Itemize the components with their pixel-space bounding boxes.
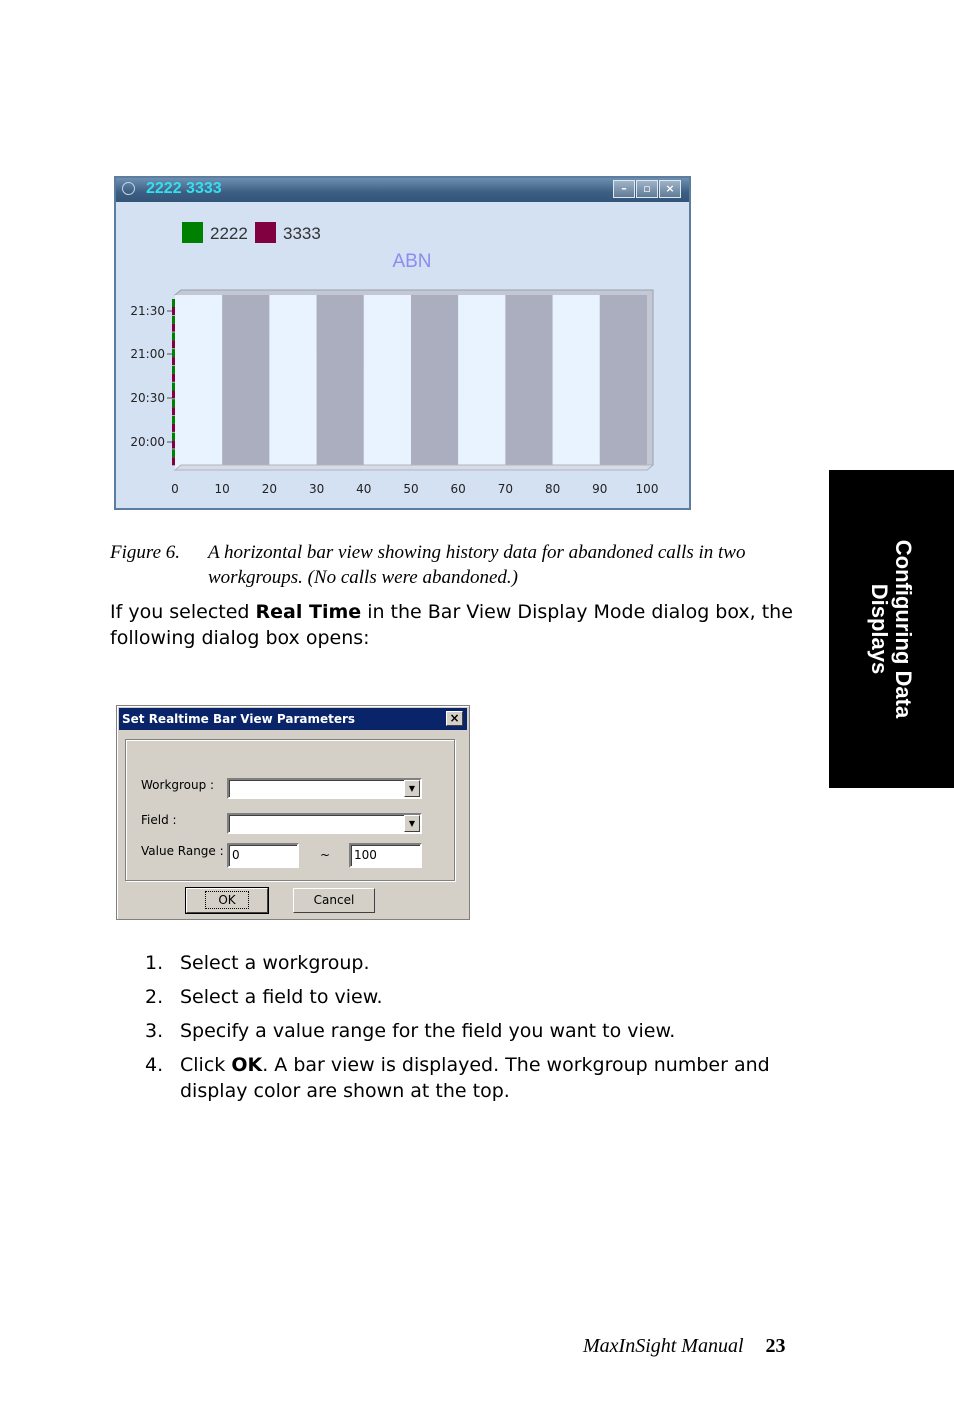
- step-text-before: Click: [180, 1054, 232, 1076]
- range-to-input[interactable]: 100: [349, 843, 422, 868]
- x-tick-label: 60: [450, 482, 466, 496]
- value-range-label: Value Range :: [141, 844, 224, 858]
- plot-band: [175, 295, 222, 470]
- step-number: 1.: [145, 952, 164, 974]
- list-item: [145, 984, 805, 1010]
- chapter-tab-line1: Configuring Data: [891, 539, 916, 719]
- bar: [172, 340, 175, 348]
- cancel-button[interactable]: Cancel: [293, 888, 375, 913]
- plot-band: [411, 295, 458, 470]
- window-title: 2222 3333: [146, 180, 222, 197]
- list-item: [145, 1052, 805, 1104]
- x-tick-label: 30: [308, 482, 325, 496]
- x-tick-label: 70: [497, 482, 514, 496]
- dialog-title: Set Realtime Bar View Parameters: [122, 712, 356, 726]
- chapter-tab-line2: Displays: [867, 583, 892, 675]
- step-text: Select a field to view.: [180, 986, 383, 1008]
- intro-text-bold: Real Time: [255, 601, 362, 623]
- bar: [172, 299, 175, 307]
- field-dropdown-arrow-icon[interactable]: ▼: [404, 815, 420, 832]
- bar: [172, 449, 175, 457]
- workgroup-label: Workgroup :: [141, 778, 215, 792]
- intro-paragraph: [110, 599, 800, 651]
- range-separator: ~: [320, 848, 331, 862]
- chart-window: [114, 176, 691, 510]
- close-button[interactable]: ×: [659, 180, 681, 198]
- manual-name: MaxInSight Manual: [583, 1335, 744, 1357]
- workgroup-dropdown-arrow-icon[interactable]: ▼: [404, 780, 420, 797]
- figure-caption-text: A horizontal bar view showing history data for abandoned calls in two workgroups. (No calls were abandoned.): [208, 542, 746, 588]
- bar: [172, 332, 175, 340]
- bar: [172, 424, 175, 432]
- bar: [172, 349, 175, 357]
- x-tick-label: 50: [403, 482, 419, 496]
- legend-swatch: [182, 222, 203, 243]
- bar: [172, 316, 175, 324]
- y-tick-label: 21:00: [130, 347, 165, 361]
- bar: [172, 457, 175, 465]
- step-text: Specify a value range for the field you want to view.: [180, 1020, 676, 1042]
- list-item: [145, 1018, 805, 1044]
- step-text-bold: OK: [231, 1054, 263, 1076]
- step-text: Select a workgroup.: [180, 952, 370, 974]
- bar: [172, 374, 175, 382]
- list-item: [145, 950, 805, 976]
- window-menu-icon[interactable]: [122, 182, 135, 195]
- x-tick-label: 80: [544, 482, 561, 496]
- bar: [172, 307, 175, 315]
- plot-band: [364, 295, 411, 470]
- chapter-side-tab: [829, 470, 954, 788]
- intro-text-after: in the Bar View Display Mode dialog box, the following dialog box opens:: [110, 601, 793, 649]
- figure-label: Figure 6.: [110, 542, 181, 563]
- bar: [172, 366, 175, 374]
- step-number: 4.: [145, 1054, 164, 1076]
- bar: [172, 441, 175, 449]
- step-number: 2.: [145, 986, 164, 1008]
- x-tick-label: 90: [592, 482, 608, 496]
- step-number: 3.: [145, 1020, 164, 1042]
- bar: [172, 433, 175, 441]
- field-select[interactable]: [227, 813, 422, 834]
- bar-chart: [116, 202, 689, 508]
- window-titlebar[interactable]: [116, 178, 689, 202]
- bar: [172, 407, 175, 415]
- range-from-input[interactable]: 0: [227, 843, 299, 868]
- y-tick-label: 20:30: [130, 391, 165, 405]
- legend-label: 3333: [283, 224, 321, 243]
- plot-band: [269, 295, 316, 470]
- x-tick-label: 100: [635, 482, 659, 496]
- maximize-button[interactable]: ▫: [636, 180, 658, 198]
- field-label: Field :: [141, 813, 177, 827]
- step-text-after: . A bar view is displayed. The workgroup number and display color are shown at the top.: [180, 1054, 770, 1102]
- window-controls: [612, 180, 681, 200]
- y-tick-label: 20:00: [130, 435, 165, 449]
- dialog-close-button[interactable]: ×: [446, 711, 463, 726]
- page-number: 23: [765, 1335, 786, 1357]
- bar: [172, 357, 175, 365]
- bar: [172, 391, 175, 399]
- bar: [172, 399, 175, 407]
- chapter-tab-text: [867, 470, 915, 788]
- dialog-titlebar[interactable]: [119, 708, 467, 730]
- realtime-parameters-dialog: [116, 705, 470, 920]
- bar: [172, 383, 175, 391]
- steps-list: [145, 950, 805, 1112]
- intro-text-before: If you selected: [110, 601, 256, 623]
- x-tick-label: 40: [356, 482, 372, 496]
- plot-band: [553, 295, 600, 470]
- x-tick-label: 20: [261, 482, 278, 496]
- minimize-button[interactable]: –: [613, 180, 635, 198]
- x-tick-label: 0: [171, 482, 179, 496]
- y-tick-label: 21:30: [130, 304, 165, 318]
- ok-button[interactable]: [186, 888, 268, 913]
- ok-button-label: OK: [205, 891, 248, 909]
- x-tick-label: 10: [214, 482, 230, 496]
- plot-band: [458, 295, 505, 470]
- plot-band: [317, 295, 364, 470]
- plot-floor: [175, 465, 653, 470]
- plot-band: [505, 295, 552, 470]
- plot-band: [600, 295, 647, 470]
- plot-band: [222, 295, 269, 470]
- bar: [172, 416, 175, 424]
- legend-swatch: [255, 222, 276, 243]
- legend-label: 2222: [210, 224, 248, 243]
- chart-title: ABN: [392, 251, 432, 272]
- workgroup-select[interactable]: [227, 778, 422, 799]
- step-text: [180, 1052, 805, 1104]
- page-footer: [583, 1335, 786, 1358]
- bar: [172, 324, 175, 332]
